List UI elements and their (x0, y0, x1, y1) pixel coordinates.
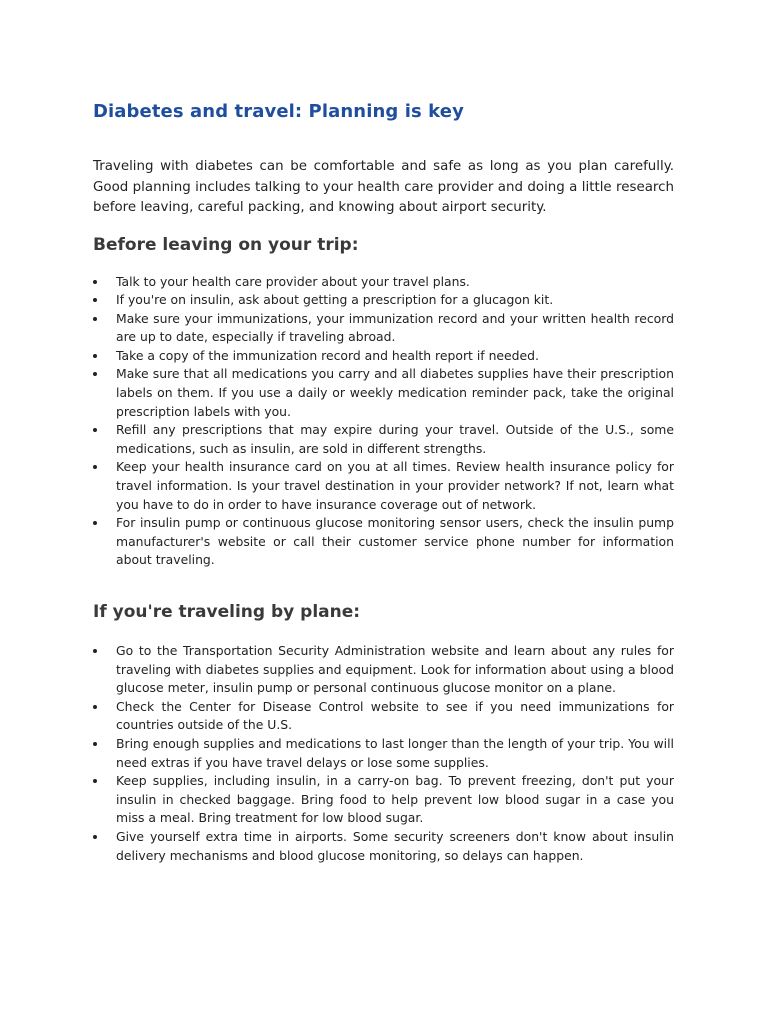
list-item-text: Take a copy of the immunization record and health report if needed. (116, 347, 539, 363)
bullet-icon (93, 428, 97, 432)
list-item (93, 458, 674, 514)
list-item (93, 421, 674, 458)
list-item-text: Go to the Transportation Security Administration website and learn about any rules for traveling with diabetes supplies and equipment. Look for information about using a blood glucose meter, insulin pump or personal continuous glucose monitor on a plane. (116, 643, 674, 696)
before-leaving-list (93, 273, 674, 571)
list-item-text: Bring enough supplies and medications to last longer than the length of your trip. You will need extras if you have travel delays or lose some supplies. (116, 735, 674, 770)
list-item (93, 347, 674, 366)
bullet-icon (93, 835, 97, 839)
list-item (93, 273, 674, 292)
bullet-icon (93, 298, 97, 302)
list-item (93, 735, 674, 772)
list-item (93, 642, 674, 698)
before-leaving-heading: Before leaving on your trip: (93, 234, 359, 255)
intro-paragraph: Traveling with diabetes can be comfortable and safe as long as you plan carefully. Good planning includes talking to your health care provider and doing a little research before leaving, careful packing, and knowing about airport security. (93, 159, 674, 215)
list-item (93, 514, 674, 570)
bullet-icon (93, 372, 97, 376)
bullet-icon (93, 705, 97, 709)
bullet-icon (93, 317, 97, 321)
list-item-text: Keep your health insurance card on you at all times. Review health insurance policy for travel information. Is your travel destination in your provider network? If not, learn what you have to do in order to have insurance coverage out of network. (116, 459, 674, 512)
list-item (93, 291, 674, 310)
list-item-text: Check the Center for Disease Control website to see if you need immunizations for countries outside of the U.S. (116, 698, 674, 733)
bullet-icon (93, 649, 97, 653)
list-item-text: Make sure that all medications you carry and all diabetes supplies have their prescription labels on them. If you use a daily or weekly medication reminder pack, take the original prescription labels with you. (116, 366, 674, 419)
list-item (93, 828, 674, 865)
bullet-icon (93, 354, 97, 358)
list-item-text: Make sure your immunizations, your immunization record and your written health record are up to date, especially if traveling abroad. (116, 310, 674, 345)
bullet-icon (93, 280, 97, 284)
list-item-text: If you're on insulin, ask about getting a prescription for a glucagon kit. (116, 292, 554, 308)
list-item-text: For insulin pump or continuous glucose monitoring sensor users, check the insulin pump manufacturer's website or call their customer service phone number for information about traveling. (116, 515, 674, 568)
bullet-icon (93, 742, 97, 746)
list-item-text: Refill any prescriptions that may expire during your travel. Outside of the U.S., some medications, such as insulin, are sold in different strengths. (116, 422, 674, 456)
bullet-icon (93, 521, 97, 525)
list-item-text: Keep supplies, including insulin, in a carry-on bag. To prevent freezing, don't put your insulin in checked baggage. Bring food to help prevent low blood sugar in a case you miss a meal. Bring treatment for low blood sugar. (116, 773, 674, 826)
list-item (93, 772, 674, 828)
document-page (93, 97, 674, 865)
document-title: Diabetes and travel: Planning is key (93, 101, 464, 122)
list-item (93, 310, 674, 347)
list-item (93, 365, 674, 421)
bullet-icon (93, 779, 97, 783)
plane-list (93, 642, 674, 865)
list-item-text: Talk to your health care provider about your travel plans. (116, 273, 470, 289)
list-item-text: Give yourself extra time in airports. Some security screeners don't know about insulin delivery mechanisms and blood glucose monitoring, so delays can happen. (116, 828, 674, 863)
plane-heading: If you're traveling by plane: (93, 602, 361, 622)
bullet-icon (93, 465, 97, 469)
list-item (93, 698, 674, 735)
